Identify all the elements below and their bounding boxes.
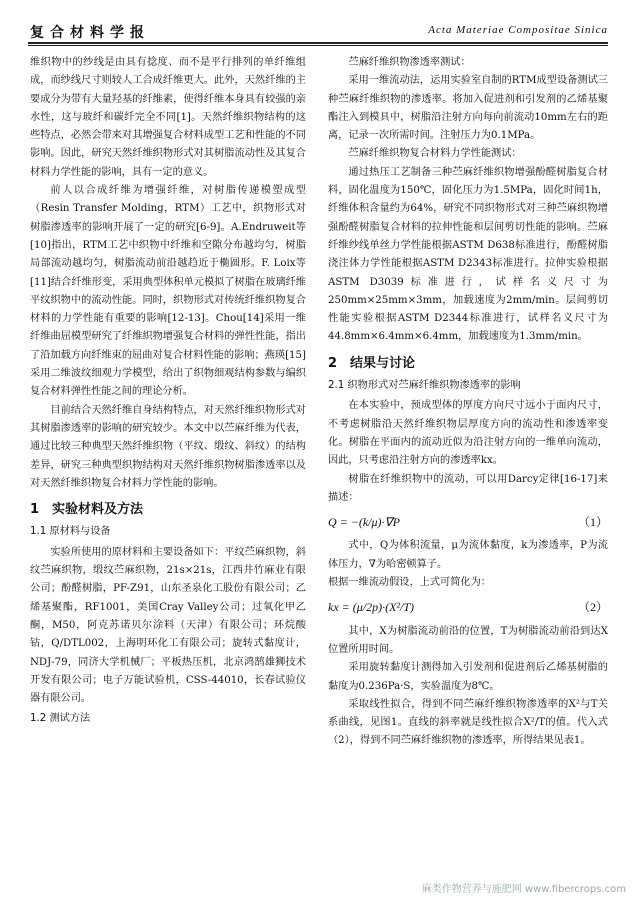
equation-number: （1）	[577, 515, 608, 530]
subsection-heading: 2.1 织物形式对苎麻纤维织物渗透率的影响	[328, 380, 521, 392]
header-rule-thin	[28, 45, 608, 46]
journal-title-cn: 复合材料学报	[30, 25, 150, 41]
site-watermark: 麻类作物营养与施肥网 www.fibercrops.com	[421, 884, 626, 895]
equation-body: Q = −(k/μ)·∇P	[328, 515, 400, 530]
equation-body: kx = (μ/2p)·(X²/T)	[328, 600, 415, 615]
section-heading: 1 实验材料及方法	[30, 502, 144, 518]
paragraph: 树脂在纤维织物中的流动，可以用Darcy定律[16-17]来描述：	[328, 473, 608, 503]
equation-number: （2）	[577, 600, 608, 615]
paragraph: 通过热压工艺制备三种苎麻纤维织物增强酚醛树脂复合材料，固化温度为150℃，固化压力为1.5MPa，固化时间1h，纤维体积含量约为64%，研究不同织物形式对三种苎麻织物增强酚醛树脂复合材料的拉伸性能和层间剪切性能的影响。苎麻纤维纱线单丝力学性能根据ASTM D638标准进行，酚醛树脂浇注体力学性能根据ASTM D2343标准进行。拉伸实验根据ASTM D3039标准进行，试样名义尺寸为250mm×25mm×3mm，加载速度为2mm/min。层间剪切性能实验根据ASTM D2344标准进行，试样名义尺寸为44.8mm×6.4mm×6.4mm，加载速度为1.3mm/min。	[328, 166, 608, 343]
journal-title-en: Acta Materiae Compositae Sinica	[428, 24, 608, 36]
section-heading: 2 结果与讨论	[328, 355, 416, 371]
paragraph: 采用一维流动法，运用实验室自制的RTM成型设备测试三种苎麻纤维织物的渗透率。将加入促进剂和引发剂的乙烯基聚酯注入到模具中，树脂沿注射方向每向前流动10mm左右的距离，记录一次所需时间。注射压力为0.1MPa。	[328, 75, 608, 142]
paragraph: 采取线性拟合，得到不同苎麻纤维织物渗透率的X²与T关系曲线，见图1。直线的斜率就是线性拟合X²/T的值。代入式（2），得到不同苎麻纤维织物的渗透率，所得结果见表1。	[328, 698, 608, 747]
right-column	[328, 54, 608, 751]
left-column	[30, 54, 306, 731]
paragraph: 其中，X为树脂流动前沿的位置，T为树脂流动前沿到达X位置所用时间。	[328, 625, 608, 655]
paragraph-heading: 苎麻纤维织物渗透率测试：	[348, 57, 471, 68]
equation-1	[328, 513, 608, 531]
paragraph: 实验所使用的原材料和主要设备如下：平纹苎麻织物，斜纹苎麻织物，缎纹苎麻织物，21s×21s，江西井竹麻业有限公司；酚醛树脂，PF-Z91，山东圣泉化工股份有限公司；乙烯基聚酯，RF1001，美国Cray Valley公司；过氧化甲乙酮，M50，阿克苏诺贝尔涂料（天津）有限公司；环烷酸钴，Q/DTL002，上海明环化工有限公司；旋转式黏度计，NDJ-79，同济大学机械厂；平板热压机，北京鸿鹄雄狮技术开发有限公司；电子万能试验机，CSS-44010，长春试验仪器有限公司。	[30, 546, 306, 705]
paragraph: 在本实验中，预成型体的厚度方向尺寸远小于面内尺寸，不考虑树脂沿天然纤维织物层厚度方向的流动性和渗透率变化。树脂在平面内的流动近似为沿注射方向的一维单向流动，因此，只考虑沿注射方向的渗透率kx。	[328, 400, 608, 467]
paragraph: 根据一维流动假设，上式可简化为：	[328, 577, 491, 589]
equation-2	[328, 598, 608, 616]
paragraph: 目前结合天然纤维自身结构特点，对天然纤维织物形式对其树脂渗透率的影响的研究较少。本文中以苎麻纤维为代表，通过比较三种典型天然纤维织物（平纹、缎纹、斜纹）的结构差异，研究三种典型织物结构对天然纤维织物树脂渗透率以及对天然纤维织物复合材料力学性能的影响。	[30, 404, 306, 489]
paragraph: 前人以合成纤维为增强纤维，对树脂传递模塑成型（Resin Transfer Molding，RTM）工艺中，织物形式对树脂渗透率的影响开展了一定的研究[6-9]。A.Endruweit等[10]指出，RTM工艺中织物中纤维和空隙分布越均匀，树脂局部流动越均匀，树脂流动前沿越趋近于椭圆形。F. Loix等[11]结合纤维形变，采用典型体积单元模拟了树脂在玻璃纤维平纹织物中的流动性能。同时，织物形式对传统纤维织物复合材料的力学性能有重要的影响[12-13]。Chou[14]采用一维纤维曲屈模型研究了纤维织物增强复合材料的弹性性能，指出了沿加载方向纤维束的屈曲对复合材料性能的影响；燕瑛[15]采用二维波纹细观力学模型，给出了织物细观结构参数与编织复合材料弹性性能之间的理论分析。	[30, 185, 306, 398]
paragraph: 式中，Q为体积流量，μ为流体黏度，k为渗透率，P为流体压力，∇为哈密顿算子。	[328, 540, 608, 570]
paragraph: 采用旋转黏度计测得加入引发剂和促进剂后乙烯基树脂的黏度为0.236Pa·S，实验温度为8℃。	[328, 662, 608, 692]
header-rule	[28, 42, 608, 44]
paragraph: 维织物中的纱线是由具有捻度、而不是平行排列的单纤维组成，而纱线尺寸则较人工合成纤维更大。此外，天然纤维的主要成分为带有大量羟基的纤维素，使得纤维本身具有较强的亲水性，这与玻纤和碳纤完全不同[1]。天然纤维织物结构的这些特点，必然会带来对其增强复合材料成型工艺和性能的不同影响。因此，研究天然纤维织物形式对其树脂流动性及其复合材料力学性能的影响，具有一定的意义。	[30, 57, 306, 178]
subsection-heading: 1.1 原材料与设备	[30, 526, 111, 538]
subsection-heading: 1.2 测试方法	[30, 713, 91, 725]
paragraph-heading: 苎麻纤维织物复合材料力学性能测试：	[348, 148, 522, 160]
